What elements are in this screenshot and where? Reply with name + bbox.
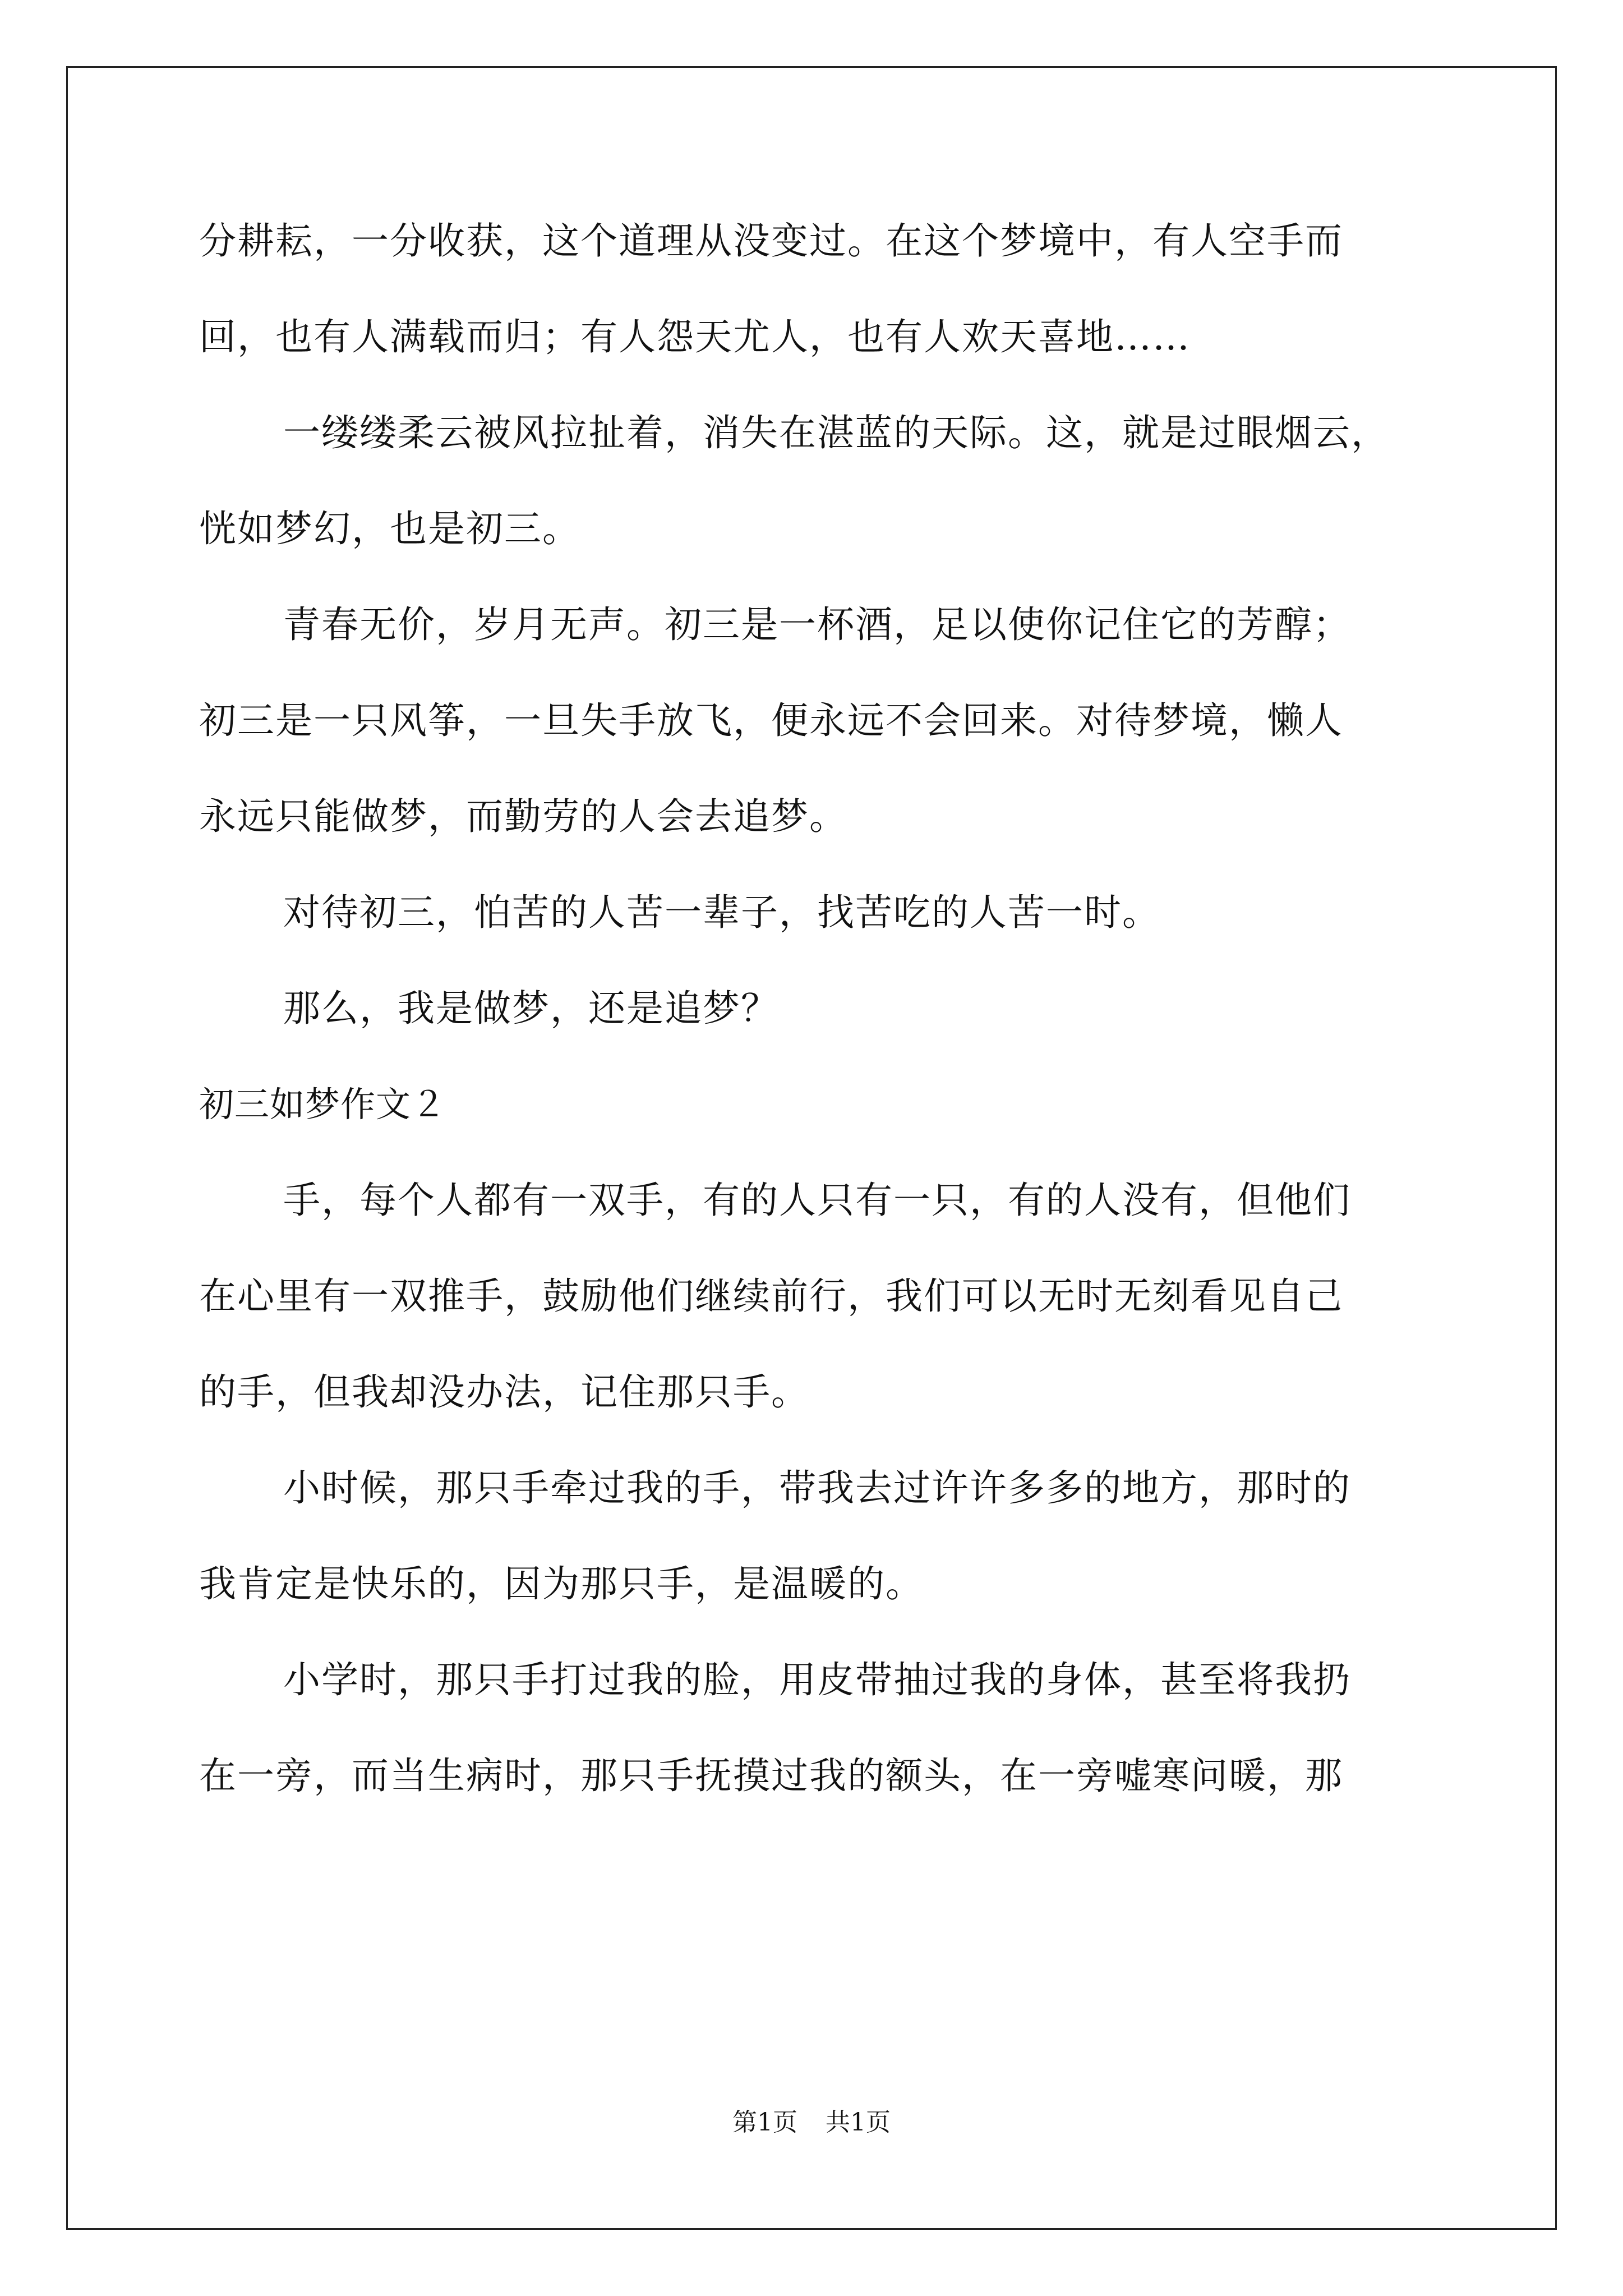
paragraph-start-line: 青春无价，岁月无声。初三是一杯酒，足以使你记住它的芳醇；: [283, 603, 1351, 646]
text-line: 的手，但我却没办法，记住那只手。: [199, 1370, 809, 1414]
text-line: 在一旁，而当生病时，那只手抚摸过我的额头，在一旁嘘寒问暖，那: [199, 1754, 1343, 1797]
page-frame: [66, 66, 1557, 2230]
text-line: 分耕耘，一分收获，这个道理从没变过。在这个梦境中，有人空手而: [199, 219, 1343, 263]
page-number: 第1页: [732, 2108, 797, 2137]
text-line: 回，也有人满载而归；有人怨天尤人，也有人欢天喜地……: [199, 315, 1191, 358]
text-line: 我肯定是快乐的，因为那只手，是温暖的。: [199, 1562, 924, 1605]
text-line: 永远只能做梦，而勤劳的人会去追梦。: [199, 795, 847, 838]
paragraph-start-line: 小学时，那只手打过我的脸，用皮带抽过我的身体，甚至将我扔: [283, 1658, 1351, 1701]
page-total: 共1页: [826, 2108, 891, 2137]
paragraph-start-line: 对待初三，怕苦的人苦一辈子，找苦吃的人苦一时。: [283, 891, 1160, 934]
paragraph-start-line: 小时候，那只手牵过我的手，带我去过许许多多的地方，那时的: [283, 1466, 1351, 1510]
page-footer: [0, 2106, 1623, 2139]
paragraph-start-line: 一缕缕柔云被风拉扯着，消失在湛蓝的天际。这，就是过眼烟云，: [283, 411, 1389, 454]
text-line: 恍如梦幻，也是初三。: [199, 507, 580, 550]
paragraph-start-line: 那么，我是做梦，还是追梦？: [283, 987, 779, 1030]
section-heading: 初三如梦作文２: [199, 1084, 447, 1125]
paragraph-start-line: 手，每个人都有一双手，有的人只有一只，有的人没有，但他们: [283, 1179, 1351, 1222]
text-line: 初三是一只风筝，一旦失手放飞，便永远不会回来。对待梦境，懒人: [199, 699, 1343, 742]
text-line: 在心里有一双推手，鼓励他们继续前行，我们可以无时无刻看见自己: [199, 1274, 1343, 1318]
